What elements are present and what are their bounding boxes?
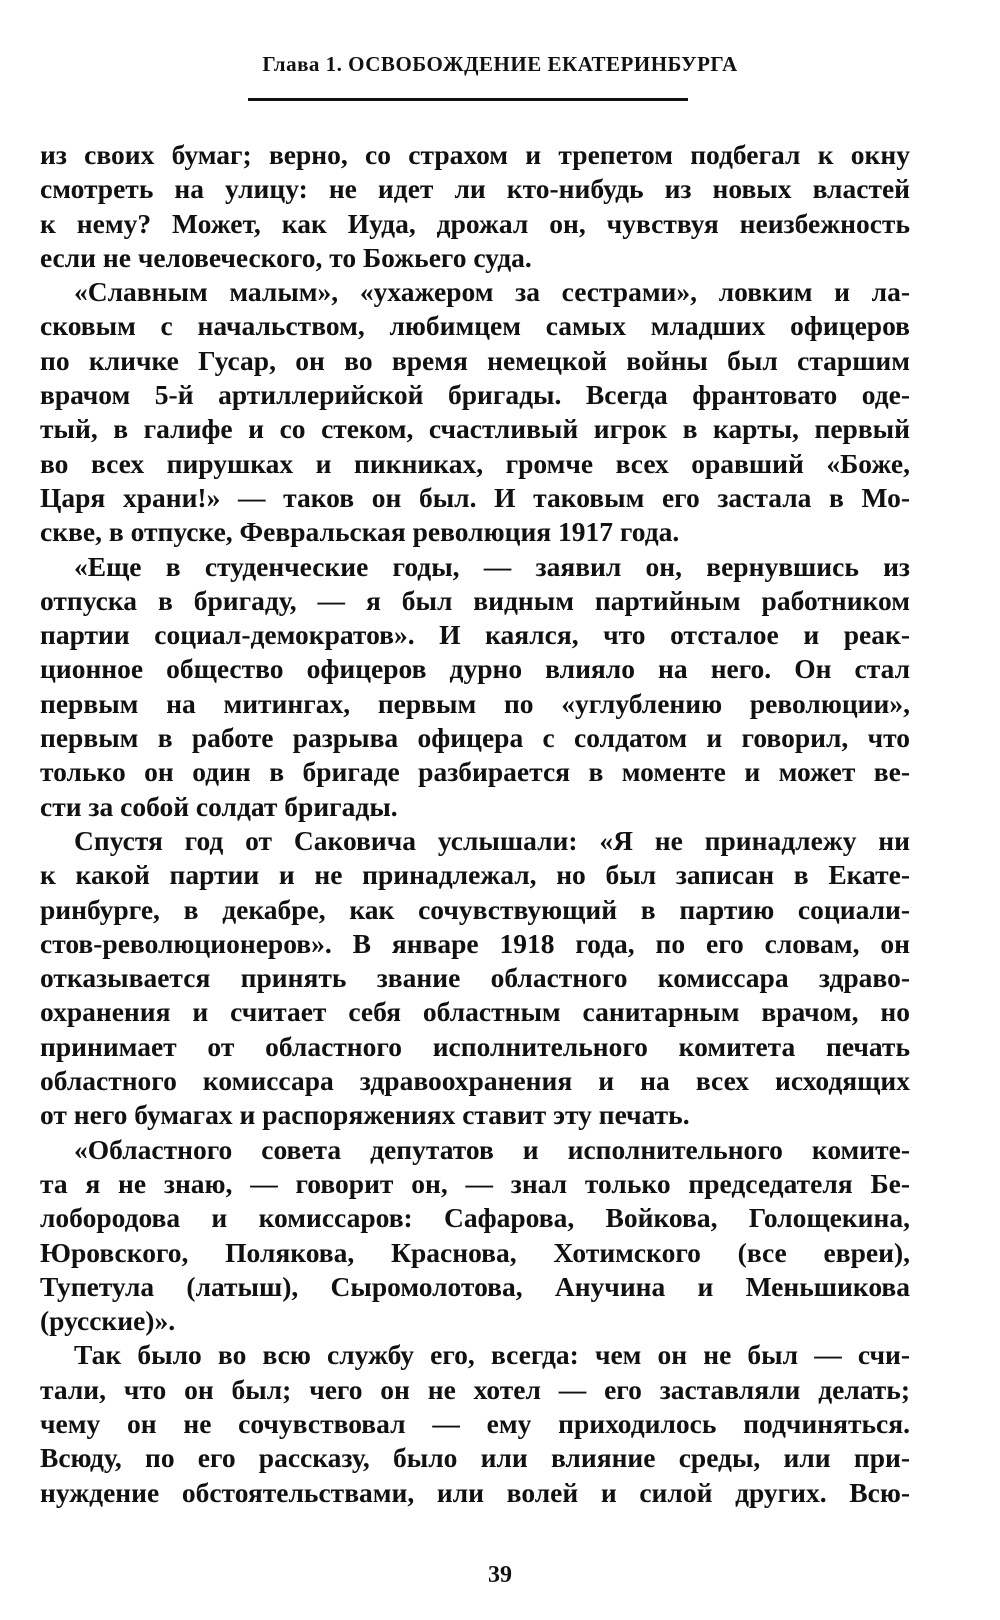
text-line: к какой партии и не принадлежал, но был записан в Екате- xyxy=(40,859,910,891)
paragraph xyxy=(40,1338,910,1509)
text-line: охранения и считает себя областным санитарным врачом, но xyxy=(40,996,910,1028)
header-rule xyxy=(248,98,688,101)
text-line: сковым с начальством, любимцем самых младших офицеров xyxy=(40,310,910,342)
text-line: если не человеческого, то Божьего суда. xyxy=(40,241,532,273)
text-line: областного комиссара здравоохранения и на всех исходящих xyxy=(40,1065,910,1097)
page-number: 39 xyxy=(488,1562,512,1588)
text-line: Всюду, по его рассказу, было или влияние среды, или при- xyxy=(40,1442,910,1474)
text-line: тали, что он был; чего он не хотел — его заставляли делать; xyxy=(40,1373,910,1405)
text-line: нуждение обстоятельствами, или волей и силой других. Всю- xyxy=(40,1476,910,1508)
text-line: скве, в отпуске, Февральская революция 1917 года. xyxy=(40,516,680,548)
text-line: отпуска в бригаду, — я был видным партийным работником xyxy=(40,584,910,616)
text-line: та я не знаю, — говорит он, — знал только председателя Бе- xyxy=(40,1167,910,1199)
text-line: Юровского, Полякова, Краснова, Хотимского (все евреи), xyxy=(40,1236,910,1268)
text-line: от него бумагах и распоряжениях ставит эту печать. xyxy=(40,1099,690,1131)
text-line: только он один в бригаде разбирается в моменте и может ве- xyxy=(40,756,910,788)
running-head: Глава 1. ОСВОБОЖДЕНИЕ ЕКАТЕРИНБУРГА xyxy=(262,52,738,76)
paragraph xyxy=(40,824,910,1133)
paragraph xyxy=(40,138,910,275)
text-line: во всех пирушках и пикниках, громче всех оравший «Боже, xyxy=(40,447,910,479)
text-line: отказывается принять звание областного комиссара здраво- xyxy=(40,962,910,994)
text-line: первым на митингах, первым по «углублению революции», xyxy=(40,687,910,719)
text-line: принимает от областного исполнительного комитета печать xyxy=(40,1030,910,1062)
body-text xyxy=(40,138,910,1510)
text-line: стов-революционеров». В январе 1918 года, по его словам, он xyxy=(40,927,910,959)
text-line: Тупетула (латыш), Сыромолотова, Анучина и Меньшикова xyxy=(40,1270,910,1302)
text-line: чему он не сочувствовал — ему приходилось подчиняться. xyxy=(40,1407,910,1439)
text-line: лобородова и комиссаров: Сафарова, Войкова, Голощекина, xyxy=(40,1202,910,1234)
text-line: партии социал-демократов». И каялся, что отсталое и реак- xyxy=(40,619,910,651)
text-line: по кличке Гусар, он во время немецкой войны был старшим xyxy=(40,344,910,376)
text-line: Так было во всю службу его, всегда: чем он не был — счи- xyxy=(74,1339,910,1371)
text-line: сти за собой солдат бригады. xyxy=(40,790,398,822)
text-line: к нему? Может, как Иуда, дрожал он, чувствуя неизбежность xyxy=(40,207,910,239)
paragraph xyxy=(40,1133,910,1339)
text-line: первым в работе разрыва офицера с солдатом и говорил, что xyxy=(40,722,910,754)
text-line: «Областного совета депутатов и исполнительного комите- xyxy=(74,1133,910,1165)
text-line: «Еще в студенческие годы, — заявил он, вернувшись из xyxy=(74,550,910,582)
text-line: Спустя год от Саковича услышали: «Я не принадлежу ни xyxy=(74,824,910,856)
text-line: тый, в галифе и со стеком, счастливый игрок в карты, первый xyxy=(40,413,910,445)
text-line: ционное общество офицеров дурно влияло на него. Он стал xyxy=(40,653,910,685)
paragraph xyxy=(40,550,910,824)
text-line: (русские)». xyxy=(40,1305,176,1337)
text-line: из своих бумаг; верно, со страхом и трепетом подбегал к окну xyxy=(40,139,910,170)
paragraph xyxy=(40,275,910,549)
text-line: врачом 5-й артиллерийской бригады. Всегда франтовато оде- xyxy=(40,379,910,411)
text-line: Царя храни!» — таков он был. И таковым его застала в Мо- xyxy=(40,481,910,513)
text-line: «Славным малым», «ухажером за сестрами», ловким и ла- xyxy=(74,276,910,308)
text-line: ринбурге, в декабре, как сочувствующий в партию социали- xyxy=(40,893,910,925)
text-line: смотреть на улицу: не идет ли кто-нибудь из новых властей xyxy=(40,173,910,205)
